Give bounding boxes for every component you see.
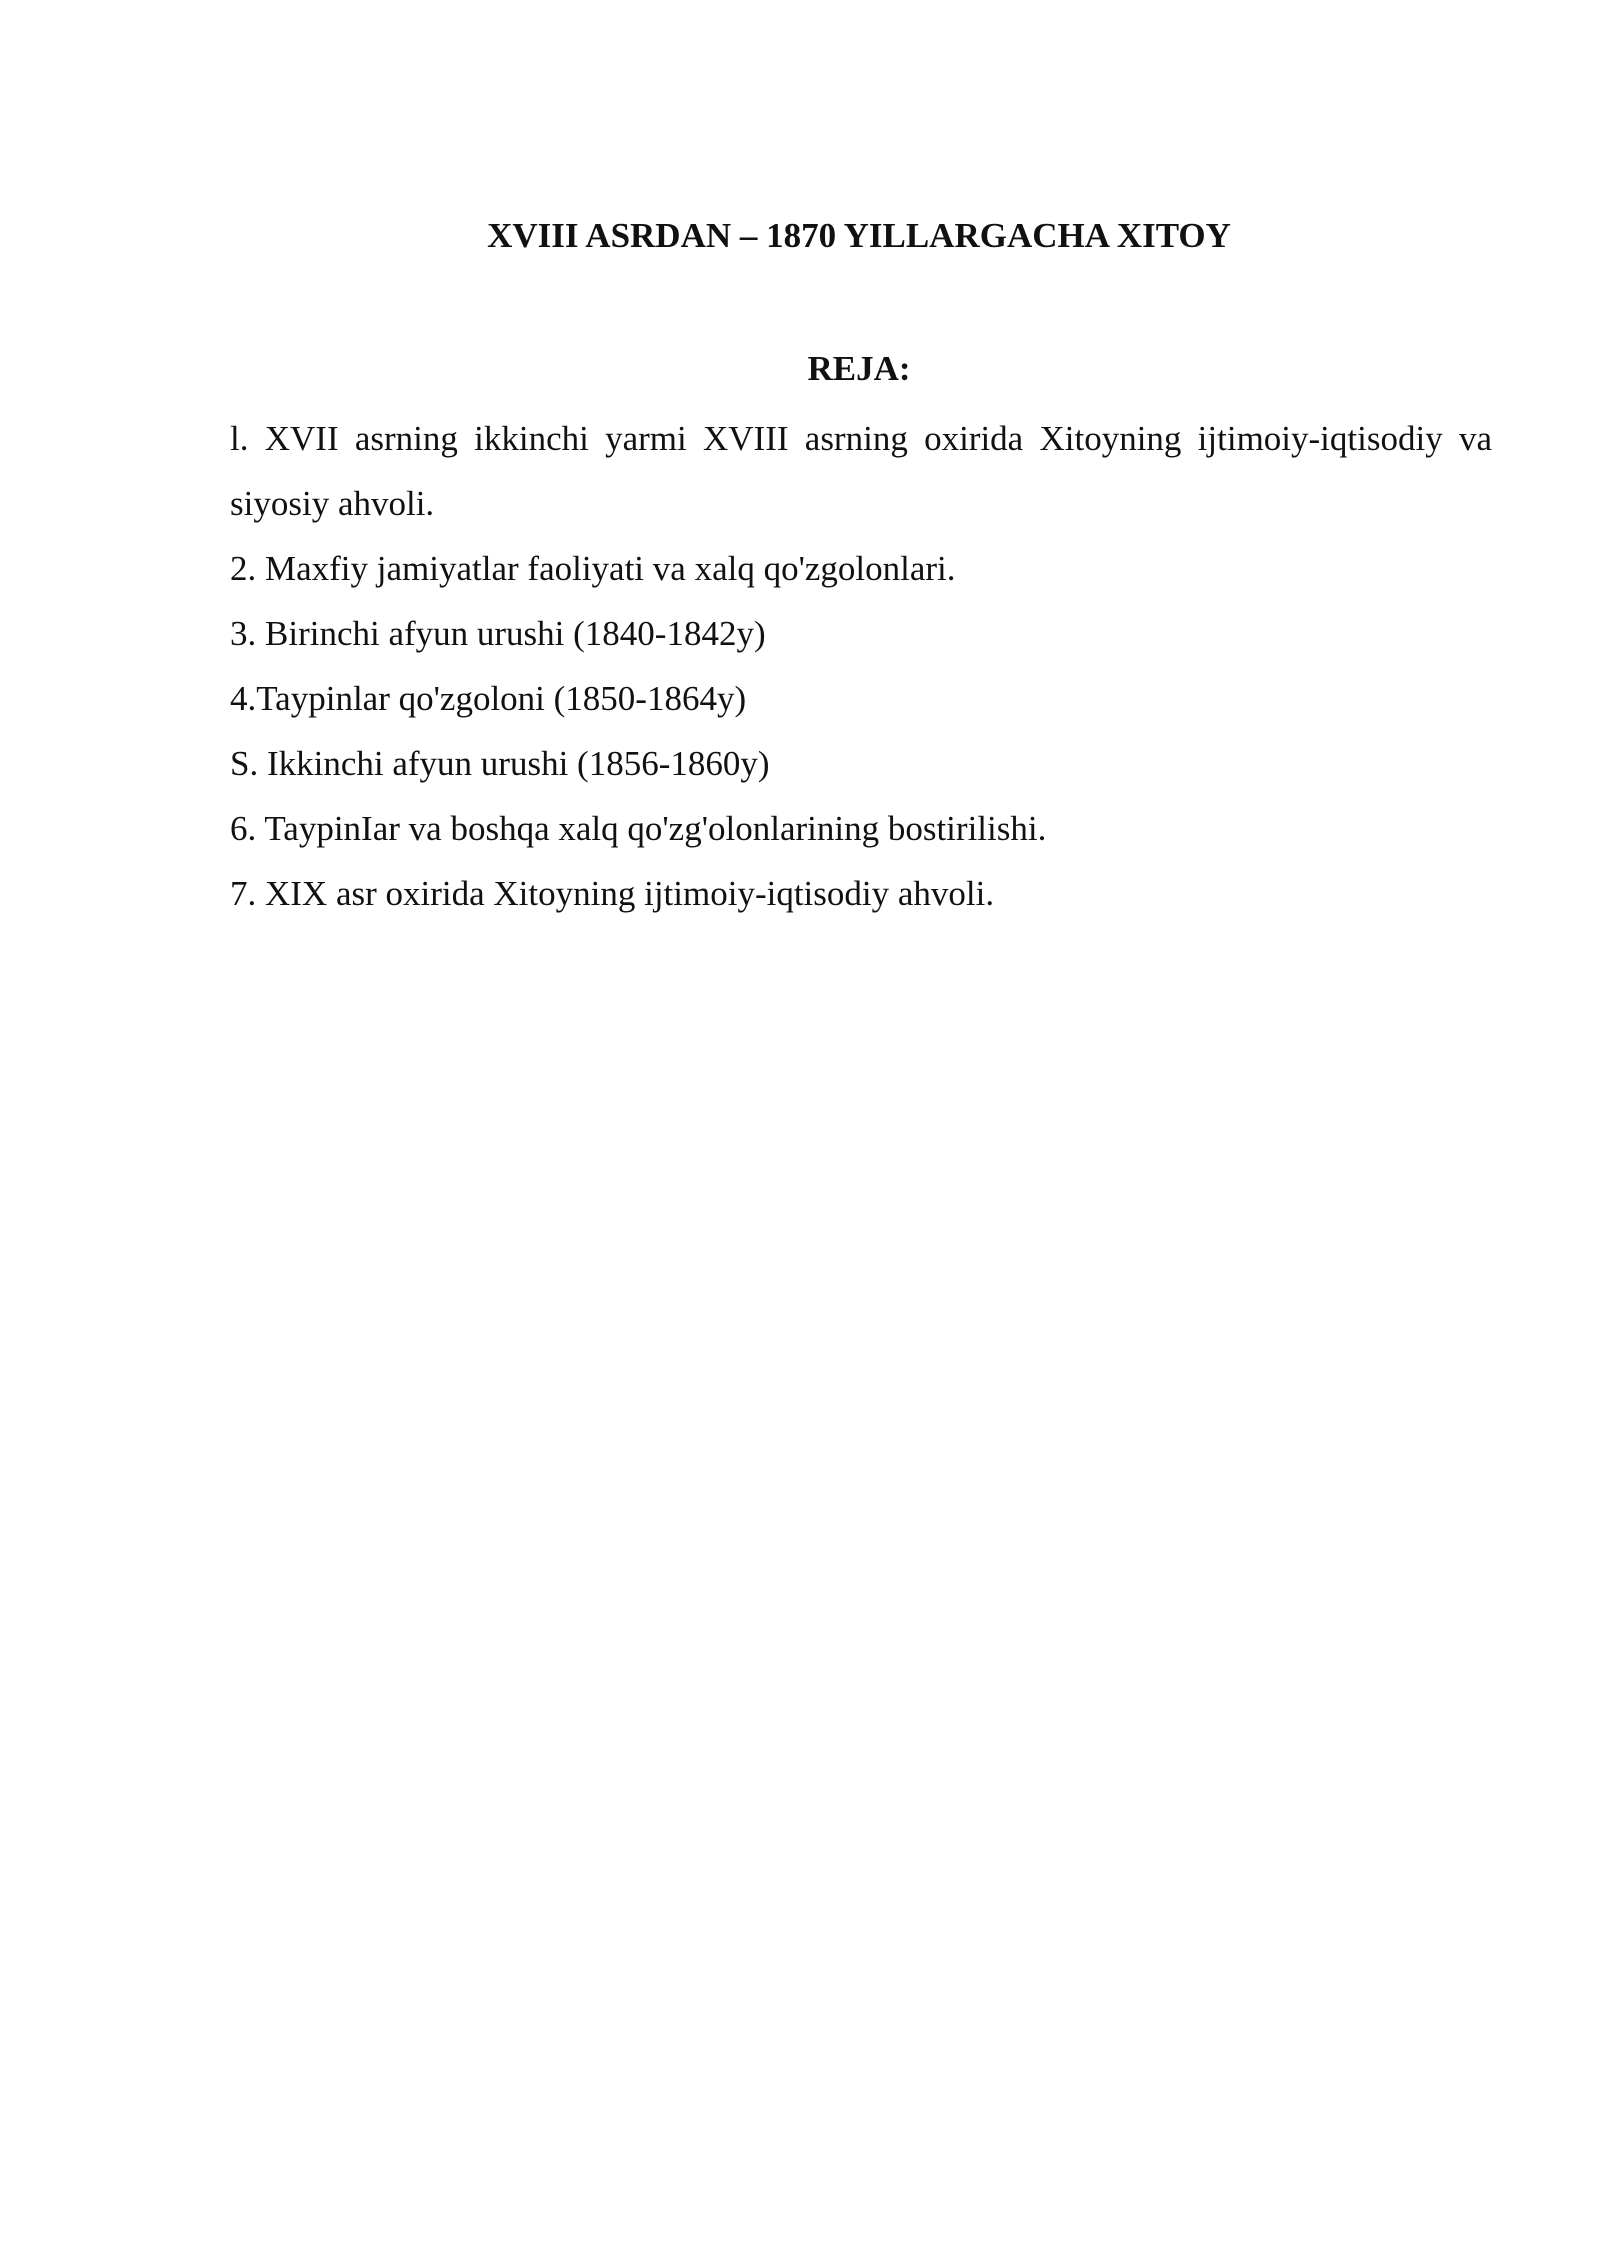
plan-item: l. XVII asrning ikkinchi yarmi XVIII asrning oxirida Xitoyning ijtimoiy-iqtisodiy va siyosiy ahvoli. [230,419,1492,523]
plan-heading: REJA: [807,349,911,388]
plan-item: S. Ikkinchi afyun urushi (1856-1860y) [230,744,770,783]
plan-item: 6. TaypinIar va boshqa xalq qo'zg'olonlarining bostirilishi. [230,809,1047,848]
plan-item: 2. Maxfiy jamiyatlar faoliyati va xalq qo'zgolonlari. [230,549,956,588]
plan-list [230,406,1492,926]
document-title: XVIII ASRDAN – 1870 YILLARGACHA XITOY [487,216,1231,255]
plan-item: 3. Birinchi afyun urushi (1840-1842y) [230,614,766,653]
plan-item: 4.Taypinlar qo'zgoloni (1850-1864y) [230,679,747,718]
plan-item: 7. XIX asr oxirida Xitoyning ijtimoiy-iqtisodiy ahvoli. [230,874,995,913]
